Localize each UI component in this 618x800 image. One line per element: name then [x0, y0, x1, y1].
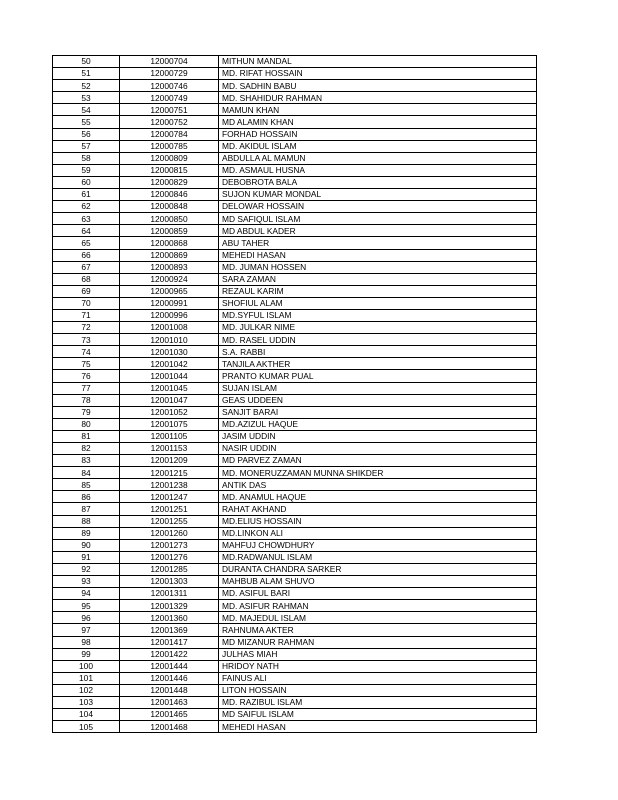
table-row: [53, 394, 537, 406]
student-name-cell: RAHNUMA AKTER: [219, 624, 537, 636]
student-id-cell: 12000746: [120, 80, 219, 92]
student-name-cell: HRIDOY NATH: [219, 660, 537, 672]
student-name-cell: MD. RAZIBUL ISLAM: [219, 696, 537, 708]
student-id-cell: 12000991: [120, 297, 219, 309]
table-row: [53, 588, 537, 600]
serial-number-cell: 70: [53, 297, 120, 309]
student-name-cell: DELOWAR HOSSAIN: [219, 201, 537, 213]
student-name-cell: FAINUS ALI: [219, 672, 537, 684]
serial-number-cell: 75: [53, 358, 120, 370]
student-id-cell: 12000859: [120, 225, 219, 237]
serial-number-cell: 76: [53, 370, 120, 382]
student-name-cell: MD ALAMIN KHAN: [219, 116, 537, 128]
student-name-cell: MD. ASMAUL HUSNA: [219, 164, 537, 176]
serial-number-cell: 65: [53, 237, 120, 249]
student-name-cell: SUJAN ISLAM: [219, 382, 537, 394]
serial-number-cell: 100: [53, 660, 120, 672]
table-row: [53, 237, 537, 249]
student-id-cell: 12001215: [120, 467, 219, 479]
serial-number-cell: 69: [53, 285, 120, 297]
student-id-cell: 12000924: [120, 273, 219, 285]
student-id-cell: 12000752: [120, 116, 219, 128]
serial-number-cell: 63: [53, 213, 120, 225]
serial-number-cell: 64: [53, 225, 120, 237]
student-name-cell: MD.LINKON ALI: [219, 527, 537, 539]
serial-number-cell: 93: [53, 576, 120, 588]
serial-number-cell: 74: [53, 346, 120, 358]
table-row: [53, 261, 537, 273]
serial-number-cell: 103: [53, 696, 120, 708]
student-name-cell: MD. SADHIN BABU: [219, 80, 537, 92]
serial-number-cell: 57: [53, 140, 120, 152]
student-id-cell: 12001047: [120, 394, 219, 406]
student-id-cell: 12001465: [120, 709, 219, 721]
serial-number-cell: 71: [53, 309, 120, 321]
student-name-cell: SHOFIUL ALAM: [219, 297, 537, 309]
table-row: [53, 406, 537, 418]
student-id-cell: 12001247: [120, 491, 219, 503]
table-row: [53, 430, 537, 442]
student-id-cell: 12001276: [120, 551, 219, 563]
table-row: [53, 515, 537, 527]
student-id-cell: 12001448: [120, 684, 219, 696]
student-id-cell: 12001360: [120, 612, 219, 624]
serial-number-cell: 102: [53, 684, 120, 696]
serial-number-cell: 82: [53, 443, 120, 455]
student-name-cell: MD. JULKAR NIME: [219, 322, 537, 334]
serial-number-cell: 98: [53, 636, 120, 648]
student-id-cell: 12000815: [120, 164, 219, 176]
table-row: [53, 660, 537, 672]
student-name-cell: MD. JUMAN HOSSEN: [219, 261, 537, 273]
table-row: [53, 612, 537, 624]
serial-number-cell: 66: [53, 249, 120, 261]
table-row: [53, 140, 537, 152]
table-row: [53, 527, 537, 539]
student-id-cell: 12001311: [120, 588, 219, 600]
student-id-cell: 12001329: [120, 600, 219, 612]
serial-number-cell: 91: [53, 551, 120, 563]
student-id-cell: 12000869: [120, 249, 219, 261]
table-row: [53, 104, 537, 116]
serial-number-cell: 62: [53, 201, 120, 213]
student-name-cell: MD. RASEL UDDIN: [219, 334, 537, 346]
table-row: [53, 636, 537, 648]
student-name-cell: MAMUN KHAN: [219, 104, 537, 116]
student-id-cell: 12001045: [120, 382, 219, 394]
serial-number-cell: 67: [53, 261, 120, 273]
table-row: [53, 80, 537, 92]
student-id-cell: 12000996: [120, 309, 219, 321]
table-row: [53, 443, 537, 455]
serial-number-cell: 90: [53, 539, 120, 551]
student-id-cell: 12000893: [120, 261, 219, 273]
student-name-cell: MEHEDI HASAN: [219, 721, 537, 733]
student-name-cell: NASIR UDDIN: [219, 443, 537, 455]
student-name-cell: JASIM UDDIN: [219, 430, 537, 442]
student-id-cell: 12001105: [120, 430, 219, 442]
serial-number-cell: 58: [53, 152, 120, 164]
student-name-cell: ABU TAHER: [219, 237, 537, 249]
table-row: [53, 309, 537, 321]
student-name-cell: FORHAD HOSSAIN: [219, 128, 537, 140]
table-row: [53, 334, 537, 346]
table-row: [53, 152, 537, 164]
table-row: [53, 467, 537, 479]
table-row: [53, 176, 537, 188]
table-row: [53, 721, 537, 733]
student-list-table: [52, 55, 537, 733]
student-id-cell: 12001446: [120, 672, 219, 684]
table-row: [53, 503, 537, 515]
serial-number-cell: 97: [53, 624, 120, 636]
table-row: [53, 285, 537, 297]
table-row: [53, 479, 537, 491]
student-id-cell: 12000729: [120, 68, 219, 80]
student-name-cell: TANJILA AKTHER: [219, 358, 537, 370]
student-name-cell: MAHFUJ CHOWDHURY: [219, 539, 537, 551]
serial-number-cell: 56: [53, 128, 120, 140]
student-id-cell: 12000785: [120, 140, 219, 152]
student-name-cell: MD ABDUL KADER: [219, 225, 537, 237]
student-id-cell: 12001209: [120, 455, 219, 467]
serial-number-cell: 96: [53, 612, 120, 624]
student-id-cell: 12001042: [120, 358, 219, 370]
table-row: [53, 273, 537, 285]
serial-number-cell: 104: [53, 709, 120, 721]
serial-number-cell: 84: [53, 467, 120, 479]
student-name-cell: SANJIT BARAI: [219, 406, 537, 418]
student-name-cell: MD. SHAHIDUR RAHMAN: [219, 92, 537, 104]
serial-number-cell: 80: [53, 418, 120, 430]
table-row: [53, 249, 537, 261]
student-name-cell: MD.ELIUS HOSSAIN: [219, 515, 537, 527]
serial-number-cell: 53: [53, 92, 120, 104]
student-name-cell: MITHUN MANDAL: [219, 56, 537, 68]
student-id-cell: 12000868: [120, 237, 219, 249]
serial-number-cell: 89: [53, 527, 120, 539]
serial-number-cell: 51: [53, 68, 120, 80]
serial-number-cell: 50: [53, 56, 120, 68]
table-row: [53, 370, 537, 382]
serial-number-cell: 86: [53, 491, 120, 503]
serial-number-cell: 54: [53, 104, 120, 116]
table-row: [53, 551, 537, 563]
student-name-cell: MAHBUB ALAM SHUVO: [219, 576, 537, 588]
serial-number-cell: 61: [53, 189, 120, 201]
student-id-cell: 12000704: [120, 56, 219, 68]
serial-number-cell: 95: [53, 600, 120, 612]
serial-number-cell: 87: [53, 503, 120, 515]
student-id-cell: 12001468: [120, 721, 219, 733]
student-list-body: [53, 56, 537, 733]
table-row: [53, 684, 537, 696]
table-row: [53, 164, 537, 176]
table-row: [53, 563, 537, 575]
student-id-cell: 12001285: [120, 563, 219, 575]
serial-number-cell: 94: [53, 588, 120, 600]
table-row: [53, 672, 537, 684]
table-row: [53, 539, 537, 551]
student-id-cell: 12000846: [120, 189, 219, 201]
table-row: [53, 128, 537, 140]
student-name-cell: MD. RIFAT HOSSAIN: [219, 68, 537, 80]
table-row: [53, 648, 537, 660]
student-id-cell: 12000850: [120, 213, 219, 225]
student-name-cell: S.A. RABBI: [219, 346, 537, 358]
student-id-cell: 12000749: [120, 92, 219, 104]
student-id-cell: 12001075: [120, 418, 219, 430]
table-row: [53, 213, 537, 225]
student-id-cell: 12000829: [120, 176, 219, 188]
student-name-cell: RAHAT AKHAND: [219, 503, 537, 515]
table-row: [53, 600, 537, 612]
student-name-cell: MD SAFIQUL ISLAM: [219, 213, 537, 225]
student-name-cell: PRANTO KUMAR PUAL: [219, 370, 537, 382]
table-row: [53, 709, 537, 721]
serial-number-cell: 99: [53, 648, 120, 660]
student-id-cell: 12001260: [120, 527, 219, 539]
table-row: [53, 92, 537, 104]
student-id-cell: 12000751: [120, 104, 219, 116]
student-name-cell: ANTIK DAS: [219, 479, 537, 491]
table-row: [53, 297, 537, 309]
student-name-cell: MD.AZIZUL HAQUE: [219, 418, 537, 430]
student-name-cell: JULHAS MIAH: [219, 648, 537, 660]
student-id-cell: 12001251: [120, 503, 219, 515]
table-row: [53, 322, 537, 334]
student-name-cell: SARA ZAMAN: [219, 273, 537, 285]
serial-number-cell: 68: [53, 273, 120, 285]
student-id-cell: 12001010: [120, 334, 219, 346]
student-name-cell: DURANTA CHANDRA SARKER: [219, 563, 537, 575]
table-row: [53, 696, 537, 708]
table-row: [53, 358, 537, 370]
student-id-cell: 12001238: [120, 479, 219, 491]
student-id-cell: 12001422: [120, 648, 219, 660]
student-id-cell: 12001369: [120, 624, 219, 636]
serial-number-cell: 55: [53, 116, 120, 128]
serial-number-cell: 81: [53, 430, 120, 442]
student-name-cell: MD. ASIFUR RAHMAN: [219, 600, 537, 612]
student-id-cell: 12000848: [120, 201, 219, 213]
student-name-cell: MD.SYFUL ISLAM: [219, 309, 537, 321]
student-name-cell: MD PARVEZ ZAMAN: [219, 455, 537, 467]
student-name-cell: REZAUL KARIM: [219, 285, 537, 297]
student-id-cell: 12001044: [120, 370, 219, 382]
serial-number-cell: 83: [53, 455, 120, 467]
table-row: [53, 346, 537, 358]
student-id-cell: 12001255: [120, 515, 219, 527]
student-name-cell: MD MIZANUR RAHMAN: [219, 636, 537, 648]
serial-number-cell: 92: [53, 563, 120, 575]
table-row: [53, 382, 537, 394]
student-name-cell: LITON HOSSAIN: [219, 684, 537, 696]
table-row: [53, 116, 537, 128]
student-name-cell: MD. MONERUZZAMAN MUNNA SHIKDER: [219, 467, 537, 479]
serial-number-cell: 77: [53, 382, 120, 394]
serial-number-cell: 101: [53, 672, 120, 684]
student-id-cell: 12001030: [120, 346, 219, 358]
student-name-cell: MD. ANAMUL HAQUE: [219, 491, 537, 503]
table-row: [53, 624, 537, 636]
student-name-cell: ABDULLA AL MAMUN: [219, 152, 537, 164]
student-id-cell: 12001444: [120, 660, 219, 672]
table-row: [53, 56, 537, 68]
table-row: [53, 455, 537, 467]
table-row: [53, 68, 537, 80]
student-id-cell: 12000965: [120, 285, 219, 297]
serial-number-cell: 72: [53, 322, 120, 334]
student-id-cell: 12001417: [120, 636, 219, 648]
student-name-cell: MD. MAJEDUL ISLAM: [219, 612, 537, 624]
student-id-cell: 12000784: [120, 128, 219, 140]
student-id-cell: 12001303: [120, 576, 219, 588]
student-name-cell: MD. AKIDUL ISLAM: [219, 140, 537, 152]
serial-number-cell: 85: [53, 479, 120, 491]
table-row: [53, 189, 537, 201]
serial-number-cell: 60: [53, 176, 120, 188]
student-id-cell: 12001273: [120, 539, 219, 551]
table-row: [53, 576, 537, 588]
table-row: [53, 418, 537, 430]
student-id-cell: 12000809: [120, 152, 219, 164]
serial-number-cell: 88: [53, 515, 120, 527]
student-name-cell: GEAS UDDEEN: [219, 394, 537, 406]
serial-number-cell: 59: [53, 164, 120, 176]
table-row: [53, 201, 537, 213]
student-id-cell: 12001463: [120, 696, 219, 708]
table-row: [53, 225, 537, 237]
serial-number-cell: 79: [53, 406, 120, 418]
student-name-cell: MD.RADWANUL ISLAM: [219, 551, 537, 563]
student-name-cell: MD. ASIFUL BARI: [219, 588, 537, 600]
student-id-cell: 12001153: [120, 443, 219, 455]
serial-number-cell: 78: [53, 394, 120, 406]
student-id-cell: 12001052: [120, 406, 219, 418]
serial-number-cell: 52: [53, 80, 120, 92]
serial-number-cell: 73: [53, 334, 120, 346]
student-name-cell: MD SAIFUL ISLAM: [219, 709, 537, 721]
student-name-cell: DEBOBROTA BALA: [219, 176, 537, 188]
serial-number-cell: 105: [53, 721, 120, 733]
student-name-cell: SUJON KUMAR MONDAL: [219, 189, 537, 201]
student-id-cell: 12001008: [120, 322, 219, 334]
student-name-cell: MEHEDI HASAN: [219, 249, 537, 261]
table-row: [53, 491, 537, 503]
